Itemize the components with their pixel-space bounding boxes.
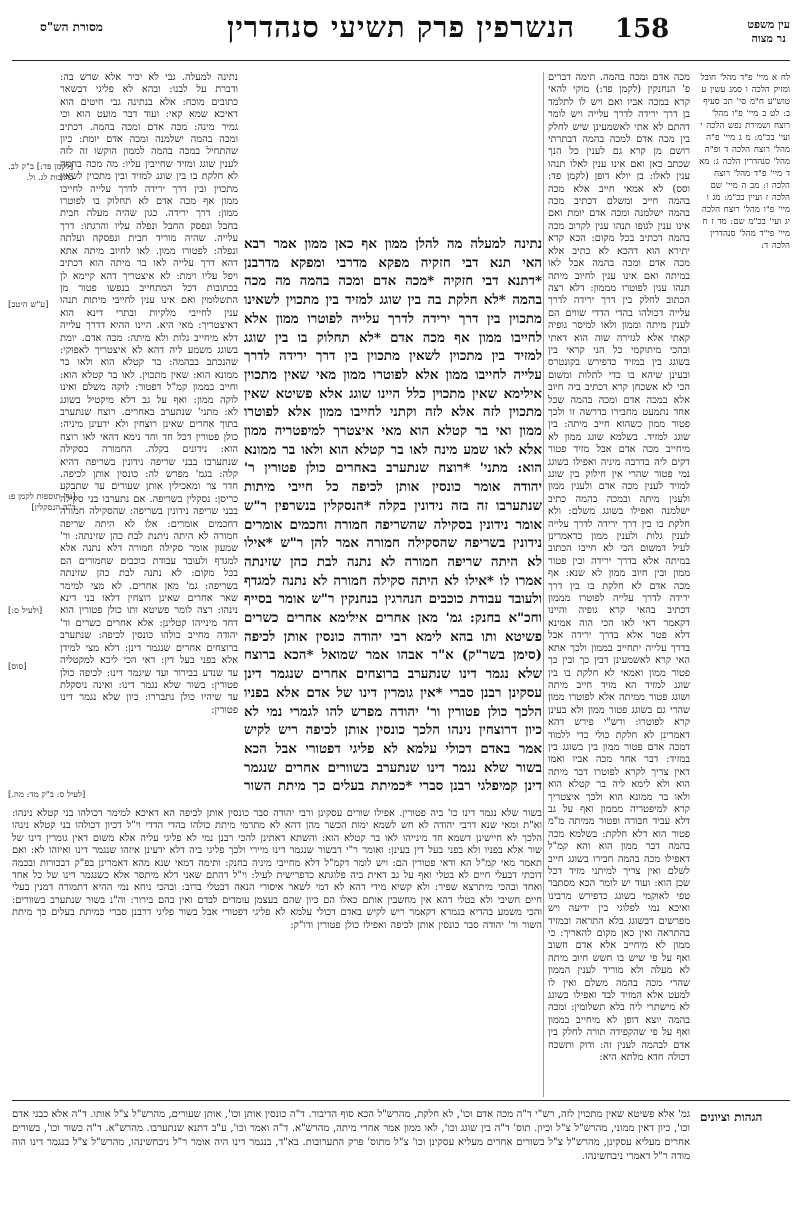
ein-mishpat-content: לח א מיי' פ"ד מהל' חובל ומזיק הלכה ו סמג עשין ע טוש"ע ח"מ סי' תכ סעיף ב: לט ב מיי' פ"ו מהל' רוצח ושמירת נפש הלכה י ועי' בכ"מ: מ ג מיי' פ"ה מהל' רוצח הלכה ד ופ"ה מהל' סנהדרין הלכה ג: מא ד מיי' פ"ד מהל' רוצח הלכה ו: מב ה מיי' שם הלכה ז ועיין בכ"מ: מג ו מיי' פ"ו מהל' רוצח הלכה יג ועי' בכ"מ שם: מד ז ח מיי' פי"ד מהל' סנהדרין הלכה ד: <box>699 73 790 251</box>
masoret-hashas-label: מסורת הש"ס <box>40 20 103 34</box>
side-reference-6-text: [לעיל ס: ב"ק מד: מה.] <box>8 790 86 800</box>
ein-mishpat-text: עין משפט נר מצוה <box>747 18 790 45</box>
side-reference-2-text: [ע"ש היטב] <box>8 300 49 310</box>
ein-mishpat-column <box>696 72 790 742</box>
rashi-column <box>60 72 238 797</box>
page-number: 158 <box>615 14 670 44</box>
side-reference-2 <box>8 300 48 311</box>
side-reference-1 <box>8 162 73 184</box>
side-reference-3-text: [נר' תוספות לקמן פ: ד"ה הנסקלין] <box>8 492 76 513</box>
gemara-main-column <box>244 235 542 797</box>
page-title: הנשרפין פרק תשיעי סנהדרין <box>226 10 576 44</box>
gemara-text: נתינה למעלה מה להלן ממון אף כאן ממון אמר רבא האי תנא דבי חזקיה מפקא מדרבי ומפקא מדרבנן *דתנא דבי חזקיה *מכה אדם ומכה בהמה מה מכה בהמה *לא חלקת בה בין שוגג למזיד בין מתכוין לשאינו מתכוין בין דרך ירידה לדרך עלייה לפוטרו ממון אלא לחייבו ממון אף מכה אדם *לא תחלוק בו בין שוגג למזיד בין מתכוין לשאין מתכוין בין דרך ירידה לדרך עלייה לחייבו ממון אלא לפוטרו ממון מאי שאין מתכוין אילימא שאין מתכוין כלל היינו שוגג אלא פשיטא שאין מתכוין לזה אלא לזה וקתני לחייבו ממון אלא לפוטרו ממון ואי בר קטלא הוא מאי איצטרך למיפטריה ממון אלא לאו שמע מינה לאו בר קטלא הוא ולאו בר ממונא הוא: מתני' *רוצח שנתערב באחרים כולן פטורין ר' יהודה אומר כונסין אותן לכיפה כל חייבי מיתות שנתערבו זה בזה נידונין בקלה *הנסקלין בנשרפין ר"ש אומר נידונין בסקילה שהשריפה חמורה וחכמים אומרים נידונין בשריפה שהסקילה חמורה אמר להן ר"ש *אילו לא היתה שריפה חמורה לא נתנה לבת כהן שזינתה אמרו לו *אילו לא היתה סקילה חמורה לא נתנה למגדף ולעובד עבודת כוכבים הנהרגין בנחנקין ר"ש אומר בסייף וחכ"א בחנק: גמ' מאן אחרים אילימא אחרים כשרים פשיטא ותו בהא לימא רבי יהודה כונסין אותן לכיפה (סימן בשר"ק) א"ר אבהו אמר שמואל *הכא ברוצח שלא נגמר דינו שנתערב ברוצחים אחרים שנגמר דינן עסקינן רבנן סברי *אין גומרין דינו של אדם אלא בפניו הלכך כולן פטורין ור' יהודה מפרש להו לגמרי נמי לא כיון דרוצחין נינהו הלכך כונסין אותן לכיפה ריש לקיש אמר באדם דכולי עלמא לא פליגי דפטורי אבל הכא בשור שלא נגמר דינו שנתערב בשוורים אחרים שנגמר דינן קמיפלגי רבנן סברי *כמיתת בעלים כך מיתת השור <box>244 236 542 795</box>
tosafot-content: מכה אדם ומכה בהמה. תימה דברים פ' הנחנקין (לקמן פד:) מוקי להאי קרא במכה אביו ואם ויש לו לתלמד בן דרך ירידה לדרך עלייה ויש לומר דהתם לא אתי לאשמעינן שיש לחלק בין מכה אדם למכה בהמה דבתרתי רושם מן קרא גם לענין כל הנך שכתב כאן ואם אינו ענין לאלו תנהו ענין לאלו: בן יולא דופן (לקמן פד: וסס) לא אמאי חייב אלא מכה בהמה חייב ומשלם דכתיב מכה בהמה ישלמנה ומכה אדם יומת ואם אינו ענין לגופו תנהו ענין לקרוב מכה בהמה דכתיב בכל מקום: הכא קרא יתירא הוא דהכא לא כתיב אלא מכה אדם ומכה בהמה אבל לאו במיתה ואם אינו ענין לחיוב מיתה תנהו ענין לפוטרו מממון: דלא רצה הכתוב לחלק בין דרך ירידה לדרך עלייה דכולהו בהדי הדדי שווים הם לענין מיתה וממון ולאו למיסר גופיה קאתי אלא לגזירה שוה הוא דאתי ובהכי מיתוקמי כל הני קראי בין בשוגג בין במזיד כדפירש בקונטרס ובעינן שיהא בו כדי לתלות ומשום הכי לא אשכחן קרא דכתיב ביה חיוב אלא במכה אדם ומכה בהמה שכל אחד נתמעט מחבירו בדרשה זו ולכך פטור ממון כשהוא חייב מיתה: בין שוגג למזיד. בשלמא שוגג ממון לא מיחייב מכה אדם אבל מזיד פטור דקים ליה בדרבה מיניה ואפילו בשוגג נמי פטור שהרי אין חילוק בין שוגג למזיד לענין מכה אדם ולענין ממון ולענין מיתה ובמכה בהמה כתיב ישלמנה ואפילו בשוגג משלם: ולא חלקת בו בין דרך ירידה לדרך עלייה לענין גלות ולענין ממון כדאמרינן לעיל דמשום הכי לא חייבו הכתוב במיתה אלא בדרך ירידה ובין פטור ממון ובין חיוב ממון לא שנא: אף מכה אדם לא חלקת בו בין דרך ירידה לדרך עלייה לפוטרו מממון דכתיב בהאי קרא גופיה והיינו דקאמר דאי לאו הכי הוה אמינא דלא פטר אלא בדרך ירידה אבל בדרך עלייה יתחייב בממון ולכך אתא האי קרא לאשמעינן דבין כך ובין כך פטור ממון ואמאי לא חלקת בו בין שוגג למזיד הא מזיד חייב מיתה ושוגג פטור ממיתה אלא לפוטרו ממון שהרי גם בשוגג פטור ממון ולא בעינן קרא לפוטרו: ורש"י פירש דהא דאמרינן לא חלקת כולי כדי ללמוד דמכה אדם פטור ממון בין בשוגג בין במזיד: דבר אחר מכה אביו ואמו דאין צריך לקרא לפוטרו דבר מיתה הוא ולא לימא ליה בר קטלא הוא ולאו בר ממונא הוא ולכך איצטריך קרא למיפטריה מממון ואף על גב דלא עביד חבורה ופטור ממיתה מ"מ פטור הוא דלא חלקת: בשלמא מכה בהמה דבר ממון הוא והא קמ"ל דאפילו מכה בהמה חבירו בשוגג חייב לשלם ואין צריך למיתני מזיד דכל שכן הוא: ועוד יש לומר הכא מסתבר טפי לאוקמי בשוגג כדפירש מרבינו ואיכא נמי לפלוגי בין ידיעה ויש מפרשים דבשוגג בלא התראה ובמזיד בהתראה ואין כאן מקום להאריך: כי ממון לא מיחייב אלא אדם חשוב ואף על פי שיש בו חשש חיוב מיתה לא מעלה ולא מוריד לענין הממון שהרי מכה בהמה משלם ואין לו למעט אלא המזיד לבד ואפילו בשוגג לא מישתרי ליה בלא תשלומין: ומכה בהמה יוצא דופן לא מיחייב בממון ואף על פי שהקפידה תורה לחלק בין אדם לבהמה לענין זה: ודוק ותשכח דכולה חדא מלתא היא: <box>548 72 690 1064</box>
side-reference-6 <box>8 790 85 801</box>
rashi-content: נתינה למעלה. גבי לא יכיר אלא שרש בה: ודברת על לבנו: ובהא לא פליגי דבשאר כתובים מוכח: אלא בנתינה גבי חיטים הוא דאיכא שמא קאי: ועוד דבר מועט הוא וכי גמיר מינה: מכה אדם ומכה בהמה. דכתיב ומכה בהמה ישלמנה ומכה אדם יומת: כיון שהתחיל במכה בהמה לממון הוקשו זה לזה לענין שוגג ומזיד שחייבין עליו: מה מכה בהמה לא חלקת בו בין שוגג למזיד ובין מתכוין לשאין מתכוין ובין דרך ירידה לדרך עלייה לחייבו ממון אף מכה אדם לא תחלוק בו לפוטרו ממון: דרך ירידה. כגון שהיה מעלה חבית בחבל ונפסק החבל ונפלה עליו והרגתו: דרך עלייה. שהיה מוריד חבית ונפסקה ועלתה ונפלה: לפטורו ממון. לאו לחיוב מיתה אתא דהא דרך עלייה לאו בר מיתה הוא דכתיב ויפל עליו וימת: לא איצטריך דהא קיימא לן בכתובות דכל המתחייב בנפשו פטור מן התשלומין ואם אינו ענין לחייבי מיתות תנהו ענין לחייבי מלקיות ובתרי דינא הוא דאיצטריך: מאי היא. היינו ההיא דדרך עלייה דלא מיחייב גלות ולא מיתה: מכה אדם. יומת בשוגג משמע ליה דהא לא איצטריך לאפוקי: שהנכתב בבהמה: בר קטלא הוא ולאו בר ממונא הוא: שאין מתכוין. לאו בר קטלא הוא: וחייב בממון קמ"ל דפטור: לוקה משלם ואינו לוקה ממון: ואף על גב דלא מיקטיל בשוגג לא: מתני' שנתערב באחרים. רוצח שנתערב בתוך אחרים שאינן רוצחין ולא ידעינן מיניה: כולן פטורין דכל חד וחד נימא דהאי לאו רוצח הוא: נידונים בקלה. החמורה בסקילה שנתערבו בבני שריפה נידונין בשריפה דהיא קלה: בגמ' מפרש לה: כונסין אותן לכיפה. חדר צר ומאכילין אותן שעורים עד שתבקע כריסן: נסקלין בשריפה. אם נתערבו בני סקילה בבני שריפה נידונין בשריפה: שהסקילה חמורה דחכמים אומרים: אלו לא היתה שריפה חמורה לא היתה ניתנת לבת כהן שזינתה: ור' שמעון אומר סקילה חמורה דלא נתנה אלא למגדף ולעובד עבודת כוכבים שחמורים הם בכל מקום: לא נתנה לבת כהן שזינתה בשריפה: גמ' מאן אחרים. לא מצי למימר שאר אחרים שאינן רוצחין דלאו בני דינא נינהו: רצה לומר פשיטא ותו כולן פטורין הוא דחד מינייהו קטלינן: אלא אחרים כשרים ור' יהודה מחייב כולהו כונסין לכיפה: שנתערב ברוצחים אחרים שנגמר דינן: דלא מצי למידן אלא בפני בעל דין: דאי הכי ליכא למקטליה עד שנדע בבירור ועד שיגמר דינו: לכיפה כולן פטורין: בשור שלא נגמר דינו: ואינה ניסקלת עד שיהיו כולן נתבררו: כיון שלא נגמר דינו פטורין: <box>60 72 238 716</box>
side-reference-5-text: [סוס] <box>8 662 27 672</box>
footer-rule <box>12 1100 790 1101</box>
glosses-label: הגהות וציונים <box>700 1110 763 1124</box>
side-reference-5 <box>8 662 26 673</box>
column-divider <box>543 72 544 1097</box>
side-reference-3 <box>8 492 76 514</box>
ein-mishpat-label <box>747 18 790 46</box>
tosafot-column <box>548 72 690 1097</box>
bottom-commentary <box>12 808 542 1098</box>
side-reference-4-text: [ולעיל ס:] <box>8 606 43 616</box>
header-rule <box>12 60 790 61</box>
side-reference-4 <box>8 606 42 617</box>
glosses-text: גמ' אלא פשיטא שאין מתכוין לזה, רש"י ד"ה מכה אדם וכו', לא חלקת, מהרש"ל הכא סוף הדיבור. ד"ה כונסין אותן וכו', אותן שעורים, מהרש"ל צ"ל אותו. ד"ה אלא כבני אדם וכו', כיון דאין ממוני, מהרש"ל צ"ל וכיון. תוס' ד"ה בין שוגג וכו', לאו ממון אמר אחרי מיתה, מהרש"א. ד"ה ואמר וכו', ע"ב דתנא שנתערבו. מהרש"א. ד"ה כשור וכו', בשורים אחרים מעליא עסקינן, מהרש"ל צ"ל בשורים אחרים מעליא עסקינן וכו' צ"ל מתוס' פרק התערובות. בא"ד, בנגמר דינו היה אומר ר"ל ניבחשינהו, מהרש"ל צ"ל בנגמר דינו הוה מודה ר"ל דאמרי ניבחשינהו. <box>12 1109 691 1162</box>
side-reference-1-text: [לקמן פד:] ב"ק לב. כתובות לג. ול. <box>8 162 74 183</box>
bottom-commentary-content: בשור שלא נגמר דינו כו' ביה פטורין. אפילו שורים עסקינן ורבי יהודה סבר כונסין אותן לכיפה הא דאיכא למימר דכולהו בני קטלא נינהו: וא"ת ומאי שנא דרבי יהודה לא חש לשמא ימות הכשר מהן דהא לא מתרמי מיתת כולהו בהדי הדדי וי"ל דכיון דכולהו בני קטלא נינהו הלכך לא חיישינן דשמא חד מינייהו לאו בר קטלא הוא: והשתא דאתינן להכי רבנן נמי לא פליגי עליה אלא משום דאין גומרין דינו של שור אלא בפניו ולא בפני בעל דין בעינן: ואומר ר"י דבשור שנגמר דינו מיירי ולכך פליגי ביה דלא ידעינן איזהו שנגמר דינו ואיזהו לא: ואם תאמר מאי קמ"ל הא ודאי פטורין הם: ויש לומר דקמ"ל דלא מחייבי מיניה בחנק: ותימה דמאי שנא מהא דאמרינן בפ"ק דבכורות ובכמה דוכתי דבעלי חיים לא בטלי ואף על גב דאית ביה פלוגתא כדפרישית לעיל: וי"ל דהתם שאני דלא מיתסר אלא כשנגמר דינו של כל אחד ואחד ובהכי מיתרצא שפיר: ולא קשיא מידי דהא לא דמי לשאר איסורי הנאה דבטלי ברוב: ובהכי ניחא נמי ההיא דתמורה דמנין בעלי חיים חשיבי ולא בטלי דהא אין מחשבין אותם כאלו הם כיון שהם בעצמן עומדים לבדם ואין בהם בירור: וה"נ בשור שנתערב בשוורים: והכי משמע בהדיא בגמרא דקאמר ריש לקיש באדם דכולי עלמא לא פליגי דפטורי אבל בשור פליגי דרבנן סברי כמיתת בעלים כך מיתת השור ור' יהודה סבר כונסין אותן לכיפה ואפילו כולן פטורין ודו"ק: <box>12 808 542 931</box>
